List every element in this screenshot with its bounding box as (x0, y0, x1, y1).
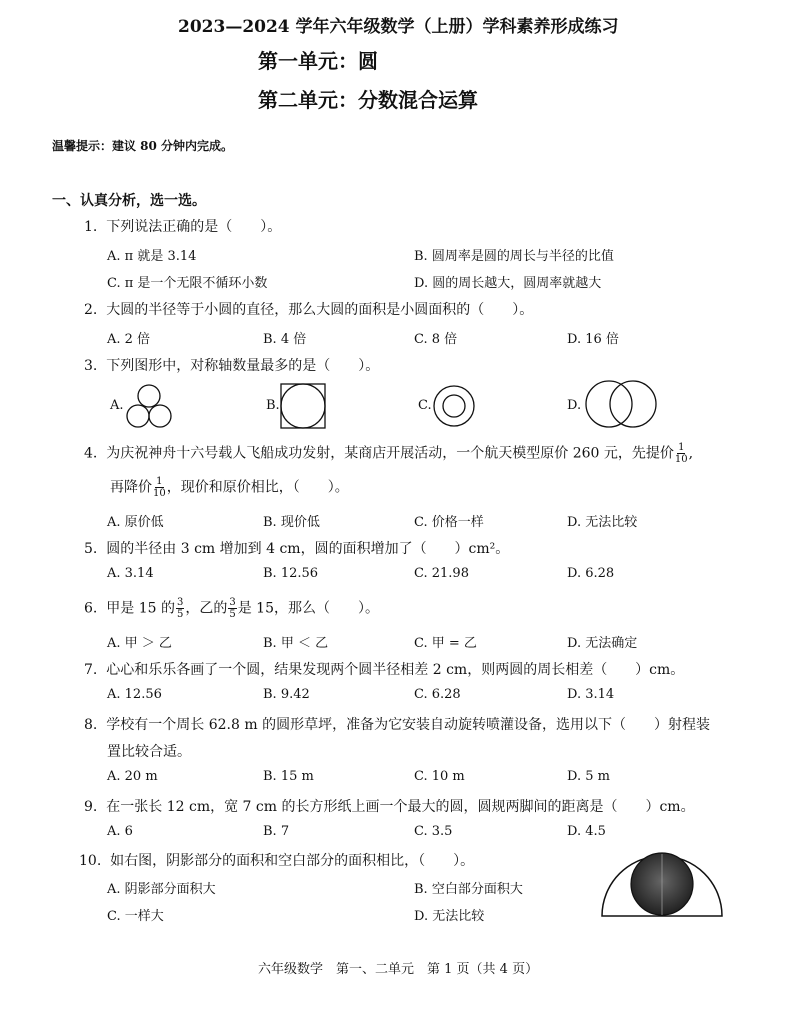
option-b: B. 12.56 (263, 566, 319, 581)
option-b: B. (266, 398, 280, 413)
option-a: A. 20 m (107, 769, 158, 784)
option-b: B. 空白部分面积大 (414, 882, 523, 897)
fraction: $\frac{1}{10}$ (674, 442, 688, 465)
question-4: 4. 为庆祝神舟十六号载人飞船成功发射，某商店开展活动，一个航天模型原价 260 元，先提价 $\frac{1}{10}$ , (84, 442, 694, 465)
fraction: $\frac{1}{10}$ (153, 476, 166, 499)
section-heading: 一、认真分析，选一选。 (52, 193, 206, 209)
concentric-circles-figure (432, 384, 476, 428)
question-text: 下列图形中，对称轴数量最多的是（ ）。 (106, 358, 380, 374)
question-text: 甲是 15 的 (106, 600, 175, 617)
option-d: D. (567, 398, 582, 413)
option-a: A. 2 倍 (107, 332, 151, 347)
option-b: B. 圆周率是圆的周长与半径的比值 (414, 249, 614, 264)
option-a: A. 阴影部分面积大 (107, 882, 216, 897)
option-c: C. 8 倍 (414, 332, 458, 347)
question-3 (84, 355, 379, 375)
option-b: B. 9.42 (263, 687, 310, 702)
option-a: A. π 就是 3.14 (107, 249, 197, 264)
option-c: C. 一样大 (107, 909, 164, 924)
option-d: D. 4.5 (567, 824, 606, 839)
question-10 (79, 850, 474, 870)
option-d: D. 无法确定 (567, 636, 638, 651)
option-d: D. 无法比较 (567, 515, 638, 530)
page-title: 2023—2024 学年六年级数学（上册）学科素养形成练习 (178, 17, 619, 37)
question-5 (84, 538, 509, 558)
question-number: 9. (84, 799, 98, 815)
question-text: 为庆祝神舟十六号载人飞船成功发射，某商店开展活动，一个航天模型原价 260 元，先提价 (106, 445, 674, 462)
question-8-line-2: 置比较合适。 (107, 744, 191, 760)
option-c: C. 6.28 (414, 687, 461, 702)
option-d: D. 16 倍 (567, 332, 619, 347)
option-a: A. (110, 398, 124, 413)
question-number: 7. (84, 662, 98, 678)
fraction: $\frac{3}{5}$ (229, 597, 236, 620)
question-text: 大圆的半径等于小圆的直径，那么大圆的面积是小圆面积的（ ）。 (106, 302, 534, 318)
unit-1-title: 第一单元：圆 (258, 49, 378, 73)
option-b: B. 现价低 (263, 515, 320, 530)
question-7 (84, 659, 684, 679)
option-a: A. 3.14 (107, 566, 154, 581)
option-d: D. 6.28 (567, 566, 615, 581)
option-b: B. 甲 ＜ 乙 (263, 636, 329, 651)
option-c: C. (418, 398, 432, 413)
question-8 (84, 714, 710, 734)
question-number: 8. (84, 717, 98, 733)
option-c: C. 3.5 (414, 824, 453, 839)
unit-2-title: 第二单元：分数混合运算 (258, 88, 478, 112)
option-c: C. 21.98 (414, 566, 469, 581)
question-number: 1. (84, 219, 98, 235)
fraction: $\frac{3}{5}$ (176, 597, 184, 620)
question-number: 3. (84, 358, 98, 374)
question-number: 5. (84, 541, 98, 557)
option-b: B. 4 倍 (263, 332, 307, 347)
option-c: C. 甲 = 乙 (414, 636, 477, 651)
question-text: 如右图，阴影部分的面积和空白部分的面积相比，（ ）。 (110, 853, 475, 869)
question-text: ，乙的 (185, 600, 228, 617)
question-text: 是 15，那么（ ）。 (237, 600, 379, 617)
question-number: 10. (79, 853, 102, 869)
page-footer: 六年级数学 第一、二单元 第 1 页（共 4 页） (258, 962, 539, 977)
question-number: 4. (84, 445, 98, 462)
question-4-line-2 (110, 476, 349, 499)
three-circles-figure (124, 384, 174, 430)
question-text: 在一张长 12 cm，宽 7 cm 的长方形纸上画一个最大的圆，圆规两脚间的距离是（ ）cm。 (106, 799, 695, 815)
option-a: A. 6 (107, 824, 133, 839)
option-d: D. 3.14 (567, 687, 615, 702)
question-1 (84, 216, 281, 236)
question-text: 下列说法正确的是（ ）。 (106, 219, 282, 235)
question-2 (84, 299, 533, 319)
option-b: B. 7 (263, 824, 290, 839)
semicircle-shaded-circle-figure (600, 830, 724, 918)
option-d: D. 圆的周长越大，圆周率就越大 (414, 276, 602, 291)
option-a: A. 原价低 (107, 515, 164, 530)
option-d: D. 无法比较 (414, 909, 485, 924)
question-number: 6. (84, 600, 98, 617)
question-text: 学校有一个周长 62.8 m 的圆形草坪，准备为它安装自动旋转喷灌设备，选用以下（ ）射程装 (106, 717, 711, 733)
question-text: 心心和乐乐各画了一个圆，结果发现两个圆半径相差 2 cm，则两圆的周长相差（ ）cm。 (106, 662, 685, 678)
option-b: B. 15 m (263, 769, 314, 784)
question-text: 再降价 (110, 479, 152, 496)
question-number: 2. (84, 302, 98, 318)
option-c: C. 价格一样 (414, 515, 484, 530)
overlapping-circles-figure (584, 380, 658, 428)
option-c: C. π 是一个无限不循环小数 (107, 276, 268, 291)
option-a: A. 甲 ＞ 乙 (107, 636, 172, 651)
question-text: 圆的半径由 3 cm 增加到 4 cm，圆的面积增加了（ ）cm²。 (106, 541, 510, 557)
option-c: C. 10 m (414, 769, 465, 784)
question-text: ，现价和原价相比，（ ）。 (166, 479, 349, 496)
question-6 (84, 597, 379, 620)
option-d: D. 5 m (567, 769, 610, 784)
option-a: A. 12.56 (107, 687, 162, 702)
question-9 (84, 796, 695, 816)
circle-in-square-figure (280, 383, 326, 429)
tip-text: 温馨提示：建议 80 分钟内完成。 (52, 139, 234, 153)
